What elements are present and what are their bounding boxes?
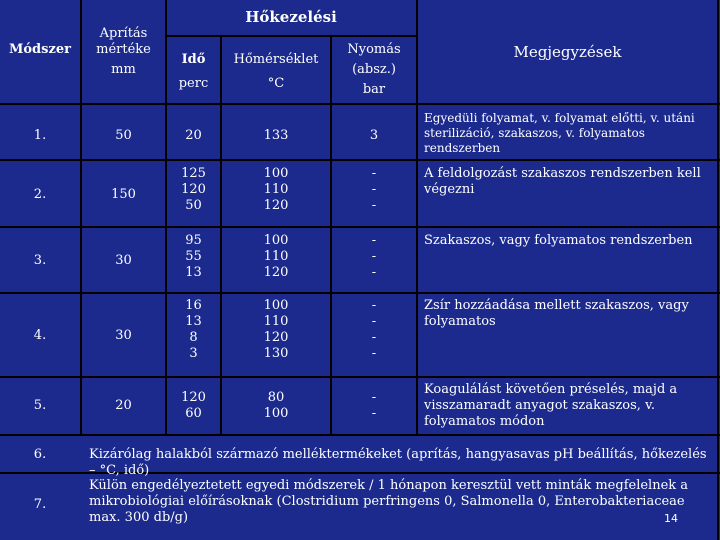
header-method: Módszer [9,42,71,57]
row-4-pressure: - - - - [371,298,377,361]
header-heat-treatment: Hőkezelési [245,8,337,26]
grid-line [416,0,418,436]
grid-line [165,35,417,37]
grid-line [0,376,720,378]
row-3-method: 3. [33,253,47,268]
row-2-note: A feldolgozást szakaszos rendszerben kell végezni [424,166,701,197]
grid-line [0,159,720,161]
row-6-method: 6. [33,447,47,462]
header-notes: Megjegyzések [513,43,622,61]
row-4-time: 16 13 8 3 [185,298,202,361]
row-7-text: Külön engedélyeztetett egyedi módszerek / 1 hónapon keresztül vett minták megfelelnek a mikrobiológiai előírásoknak (Clostridium perfringens 0, Salmonella 0, Enterobakteriaceae max. 300 db/g) [89,478,689,525]
row-1-note: Egyedüli folyamat, v. folyamat előtti, v. utáni sterilizáció, szakaszos, v. folyamatos rendszerben [424,111,695,155]
row-5-note: Koagulálást követően préselés, majd a visszamaradt anyagot szakaszos, v. folyamatos módon [424,382,678,429]
row-4-grinding: 30 [115,328,132,343]
row-1-pressure: 3 [369,128,379,143]
row-5-time: 120 60 [181,390,206,421]
page-number: 14 [664,512,678,525]
header-grinding: Aprítás mértéke mm [96,26,151,77]
row-1-time: 20 [185,128,202,143]
grid-line [0,434,720,436]
row-2-method: 2. [33,187,47,202]
grid-line [0,103,720,105]
header-pressure: Nyomás (absz.) bar [347,42,401,97]
row-2-grinding: 150 [111,187,136,202]
grid-line [717,0,719,540]
row-4-method: 4. [33,328,47,343]
row-5-pressure: - - [371,390,377,421]
grid-line [0,226,720,228]
row-3-pressure: - - - [371,233,377,280]
row-3-temp: 100 110 120 [263,233,289,280]
row-6-text: Kizárólag halakból származó melléktermékeket (aprítás, hangyasavas pH beállítás, hőkezelés – °C, idő) [89,447,707,478]
row-2-pressure: - - - [371,166,377,213]
header-time-col: Idő perc [178,52,209,91]
header-temperature: Hőmérséklet °C [233,52,319,91]
row-1-temp: 133 [263,128,289,143]
row-4-note: Zsír hozzáadása mellett szakaszos, vagy folyamatos [424,298,689,329]
row-2-temp: 100 110 120 [263,166,289,213]
row-1-grinding: 50 [115,128,132,143]
row-5-method: 5. [33,398,47,413]
row-2-time: 125 120 50 [181,166,206,213]
grid-line [0,292,720,294]
row-3-time: 95 55 13 [185,233,202,280]
row-5-temp: 80 100 [263,390,289,421]
row-3-grinding: 30 [115,253,132,268]
row-5-grinding: 20 [115,398,132,413]
row-4-temp: 100 110 120 130 [263,298,289,361]
row-1-method: 1. [33,128,47,143]
row-7-method: 7. [33,497,47,512]
row-3-note: Szakaszos, vagy folyamatos rendszerben [424,233,693,248]
